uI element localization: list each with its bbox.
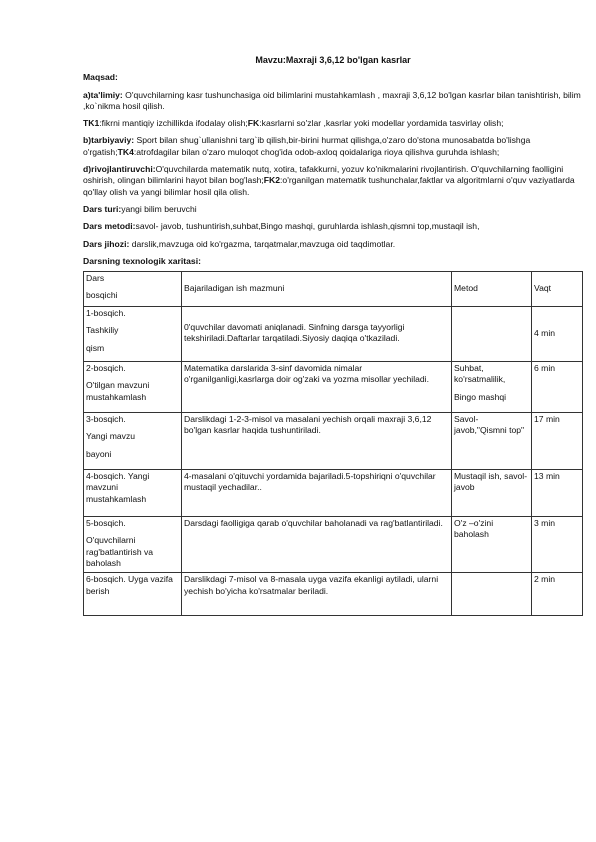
fk2-text: :o'rganilgan matematik tushunchalar,faktlar va algoritmlarni o'quv vaziyatlarda qo'llay olish va yangi bilimlar hosil qila olish. (83, 175, 575, 197)
tarbiyaviy-text: Sport bilan shug`ullanishni targ`ib qilish,bir-birini hurmat qilishga,o'zaro do'stona munosabatda bo'lishga o'rgatish; (83, 135, 531, 157)
tk1-paragraph (83, 118, 583, 129)
stage-cell (84, 362, 182, 413)
method-line: Savol-javob,"Qismni top" (454, 414, 525, 436)
method-cell (452, 517, 532, 573)
time-cell: 13 min (532, 470, 583, 517)
method-cell (452, 362, 532, 413)
dars-jihozi-label: Dars jihozi: (83, 238, 130, 249)
stage-cell (84, 307, 182, 362)
content-cell: Darsdagi faolligiga qarab o'quvchilar baholanadi va rag'batlantiriladi. (182, 517, 452, 573)
stage-cell (84, 470, 182, 517)
content-cell: Matematika darslarida 3-sinf davomida nimalar o'rganilganligi,kasrlarga doir og'zaki va yozma misollar yechiladi. (182, 362, 452, 413)
dars-jihozi-text: darslik,mavzuga oid ko'rgazma, tarqatmalar,mavzuga oid taqdimotlar. (129, 238, 396, 249)
method-cell (452, 573, 532, 616)
method-cell (452, 413, 532, 470)
tk1-label: TK1 (83, 118, 100, 129)
method-line: Bingo mashqi (454, 391, 507, 402)
tarbiyaviy-paragraph (83, 135, 583, 158)
xarita-label: Darsning texnologik xaritasi: (83, 255, 201, 266)
tk4-label: TK4 (117, 146, 134, 157)
stage-cell (84, 573, 182, 616)
stage-cell (84, 413, 182, 470)
fk2-label: FK2 (263, 175, 281, 186)
stage-line: 5-bosqich. (86, 518, 126, 529)
table-row (84, 413, 583, 470)
stage-line: O'tilgan mavzuni mustahkamlash (86, 380, 150, 402)
table-row (84, 517, 583, 573)
tk1-text: :fikrni mantiqiy izchillikda ifodalay olish; (99, 118, 248, 129)
dars-turi-label: Dars turi: (83, 203, 122, 214)
maqsad-label: Maqsad: (83, 72, 118, 83)
table-row (84, 573, 583, 616)
header-content: Bajariladigan ish mazmuni (182, 272, 452, 307)
content-cell: Darslikdagi 1-2-3-misol va masalani yechish orqali maxraji 3,6,12 bo'lgan kasrlar haqida tushuntiriladi. (182, 413, 452, 470)
table-row (84, 470, 583, 517)
rivojlantiruvchi-paragraph (83, 164, 583, 198)
document-page (83, 55, 583, 616)
rivojlantiruvchi-label: d)rivojlantiruvchi: (83, 164, 156, 175)
content-cell: 4-masalani o'qituvchi yordamida bajariladi.5-topshiriqni o'quvchilar mustaqil yechadilar.. (182, 470, 452, 517)
method-line: Mustaqil ish, savol- javob (454, 471, 528, 493)
method-line: Suhbat, ko'rsatmalilik, (454, 363, 506, 385)
time-cell: 6 min (532, 362, 583, 413)
fk-label: FK (247, 118, 260, 129)
content-cell: Darslikdagi 7-misol va 8-masala uyga vazifa ekanligi aytiladi, ularni yechish bo'yicha ko'rsatmalar beriladi. (182, 573, 452, 616)
content-cell: 0'quvchilar davomati aniqlanadi. Sinfning darsga tayyorligi tekshiriladi.Daftarlar tarqatiladi.Siyosiy daqiqa o'tkaziladi. (182, 307, 452, 362)
stage-line: 6-bosqich. Uyga vazifa berish (86, 574, 173, 596)
page-title: Mavzu:Maxraji 3,6,12 bo'lgan kasrlar (255, 55, 411, 65)
header-stage-line2: bosqichi (86, 290, 118, 301)
time-cell: 2 min (532, 573, 583, 616)
table-body (84, 307, 583, 616)
time-cell: 17 min (532, 413, 583, 470)
table-row (84, 307, 583, 362)
stage-line: 1-bosqich. (86, 308, 126, 319)
stage-line: bayoni (86, 448, 112, 459)
lesson-map-table (83, 271, 583, 616)
dars-jihozi-paragraph (83, 239, 583, 250)
stage-cell (84, 517, 182, 573)
method-cell (452, 307, 532, 362)
tk4-text: :atrofdagilar bilan o'zaro muloqot chog'ida odob-axloq qoidalariga rioya qilishva guruhda ishlash; (133, 146, 500, 157)
stage-line: 4-bosqich. Yangi mavzuni mustahkamlash (86, 471, 150, 504)
method-line: O'z –o'zini baholash (454, 518, 494, 540)
time-cell: 3 min (532, 517, 583, 573)
stage-line: O'quvchilarni rag'batlantirish va baholash (86, 535, 154, 569)
tarbiyaviy-label: b)tarbiyaviy: (83, 135, 135, 146)
header-stage-line1: Dars (86, 273, 105, 284)
dars-metodi-text: savol- javob, tushuntirish,suhbat,Bingo mashqi, guruhlarda ishlash,qismni top,mustaqil ish, (135, 221, 480, 232)
header-method: Metod (452, 272, 532, 307)
header-stage (84, 272, 182, 307)
table-row (84, 362, 583, 413)
talimiy-text: O'quvchilarning kasr tushunchasiga oid bilimlarini mustahkamlash , maxraji 3,6,12 bo'lgan kasrlar bilan tanishtirish, bilim ,ko`nikma hosil qilish. (83, 89, 581, 111)
dars-metodi-label: Dars metodi: (83, 221, 136, 232)
fk-text: :kasrlarni so'zlar ,kasrlar yoki modellar yordamida tasvirlay olish; (259, 118, 504, 129)
stage-line: Tashkiliy (86, 325, 119, 336)
stage-line: 2-bosqich. (86, 363, 126, 374)
method-cell (452, 470, 532, 517)
stage-line: qism (86, 342, 105, 353)
stage-line: 3-bosqich. (86, 414, 126, 425)
dars-turi-text: yangi bilim beruvchi (121, 203, 197, 214)
header-time: Vaqt (532, 272, 583, 307)
talimiy-label: a)ta'limiy: (83, 89, 123, 100)
dars-metodi-paragraph (83, 221, 583, 232)
table-header-row (84, 272, 583, 307)
rivojlantiruvchi-text: O'quvchilarda matematik nutq, xotira, tafakkurni, yozuv ko'nikmalarini rivojlantirish. O'quvchilarning faolligini oshirish, olingan bilimlarini hayot bilan bog'lash; (83, 164, 564, 186)
talimiy-paragraph (83, 90, 583, 113)
time-cell: 4 min (532, 307, 583, 362)
dars-turi-paragraph (83, 204, 583, 215)
stage-line: Yangi mavzu (86, 431, 136, 442)
